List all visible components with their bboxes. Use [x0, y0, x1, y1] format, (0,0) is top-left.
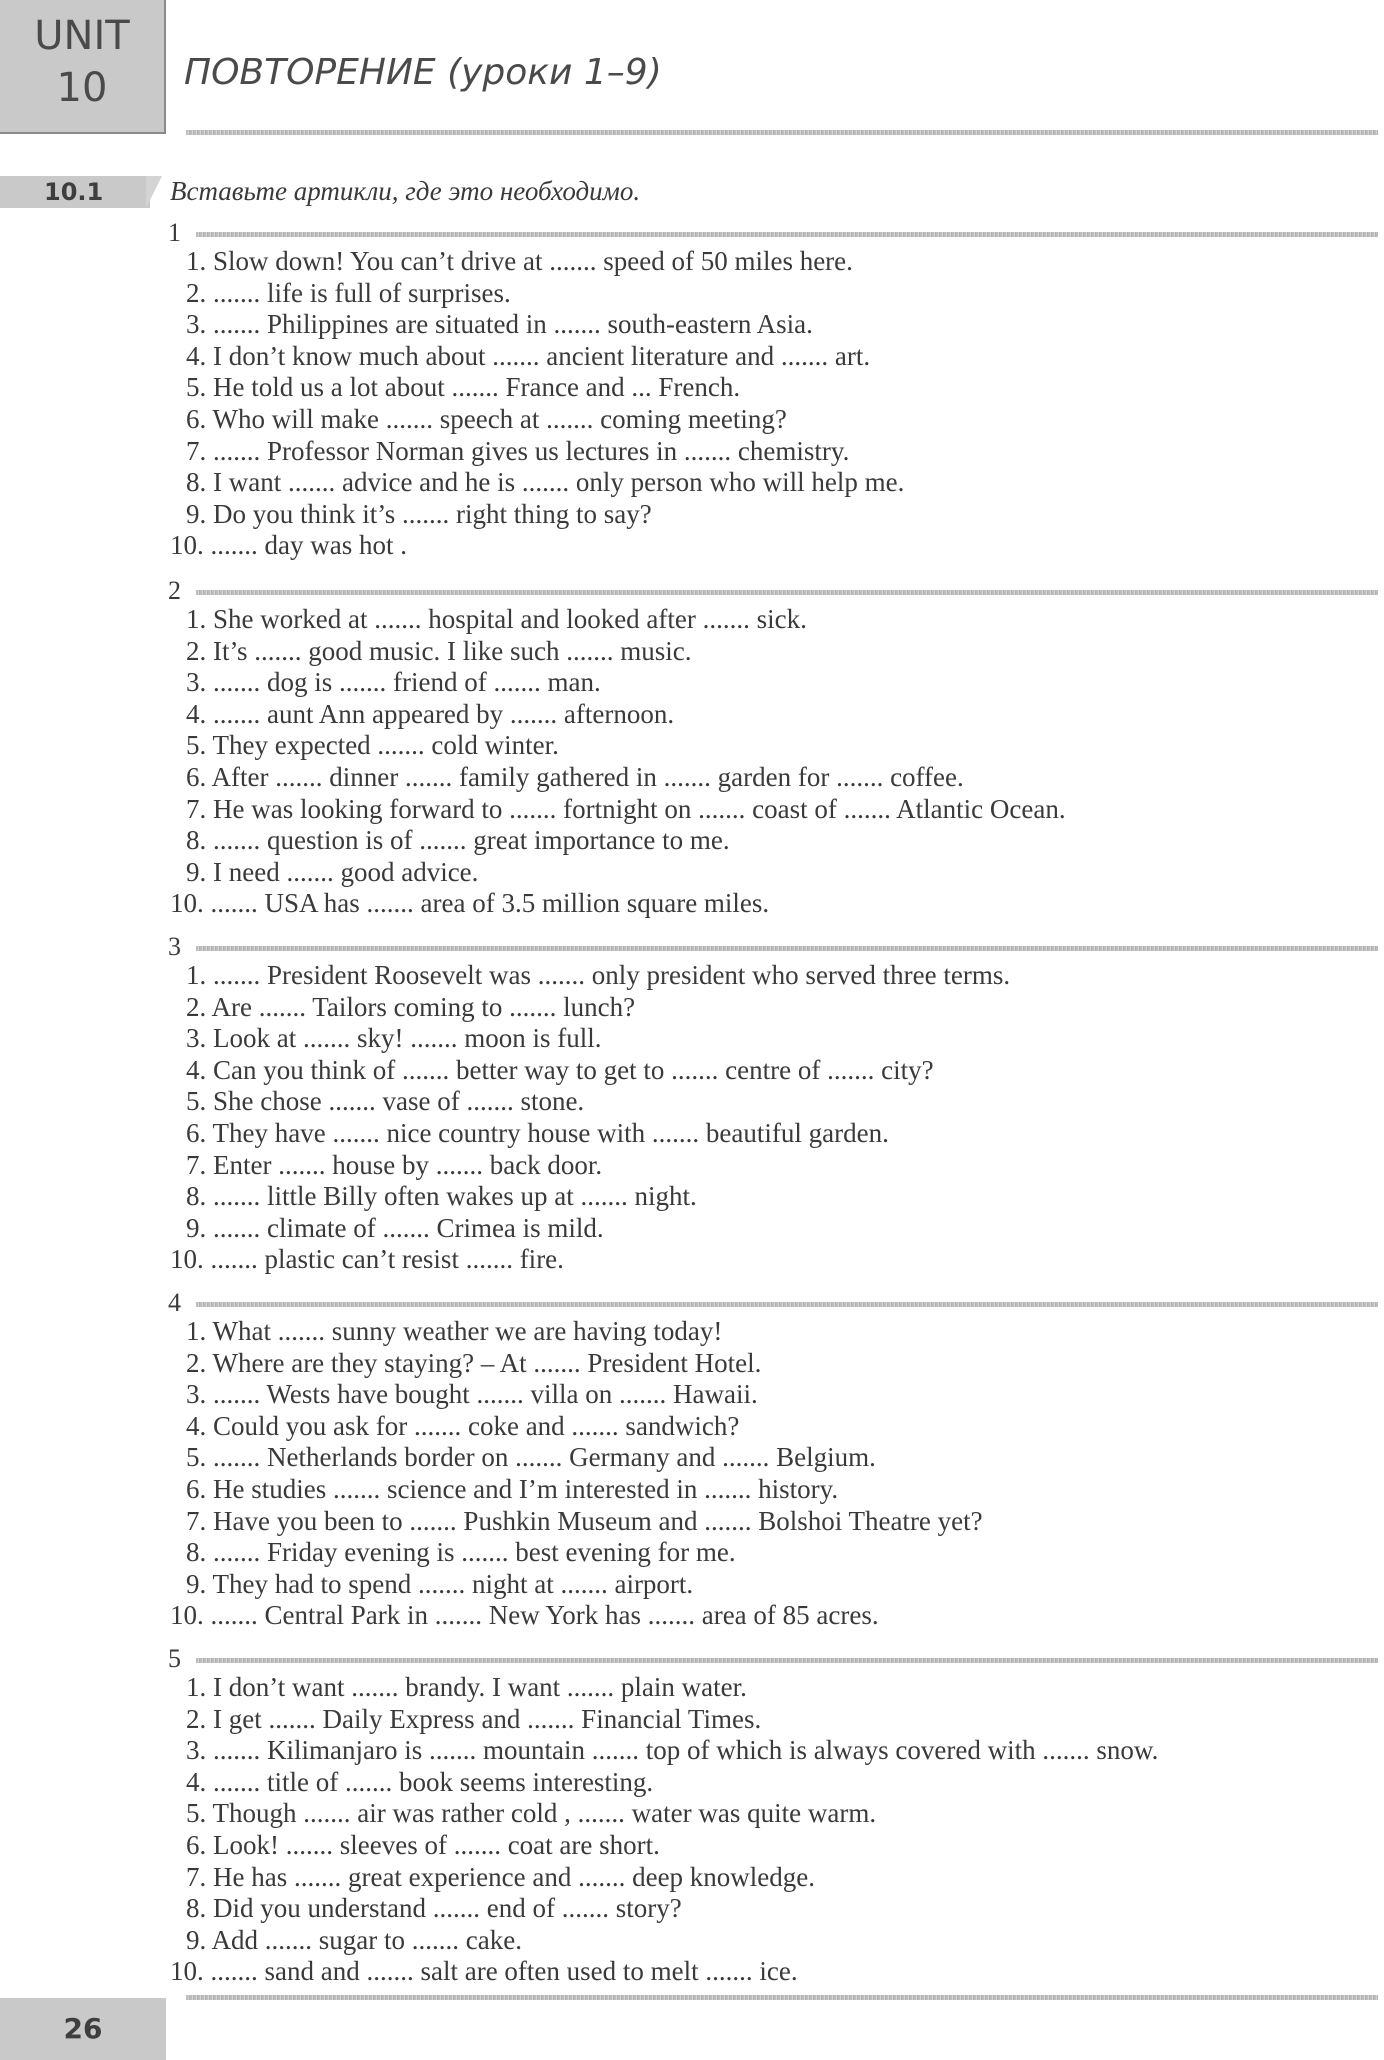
exercise-item: 9. ....... climate of ....... Crimea is mild.: [186, 1212, 604, 1243]
exercise-item: 2. It’s ....... good music. I like such ....... music.: [186, 635, 692, 666]
exercise-item: 9. I need ....... good advice.: [186, 856, 479, 887]
exercise-item: 1. I don’t want ....... brandy. I want ....... plain water.: [186, 1672, 747, 1702]
exercise-item: 1. ....... President Roosevelt was ....... only president who served three terms.: [186, 960, 1011, 990]
exercise-item: 3. ....... Wests have bought ....... villa on ....... Hawaii.: [186, 1379, 758, 1410]
exercise-item: 3. Look at ....... sky! ....... moon is full.: [186, 1023, 602, 1054]
exercise-item: 4. I don’t know much about ....... ancient literature and ....... art.: [186, 340, 871, 371]
exercise-item: 4. Can you think of ....... better way to get to ....... centre of ....... city?: [186, 1054, 934, 1085]
exercise-item: 10. ....... USA has ....... area of 3.5 million square miles.: [170, 888, 770, 919]
bottom-divider: [186, 1995, 1378, 2000]
exercise-item: 3. ....... dog is ....... friend of ....... man.: [186, 667, 601, 698]
title-divider: [186, 130, 1378, 135]
exercise-item: 1. Slow down! You can’t drive at ....... speed of 50 miles here.: [186, 246, 853, 276]
page-number-badge: [0, 1998, 166, 2060]
unit-number: 10: [56, 65, 108, 111]
exercise-item: 5. They expected ....... cold winter.: [186, 730, 559, 761]
exercise-item: 7. Enter ....... house by ....... back door.: [186, 1149, 603, 1180]
exercise-item: 4. ....... title of ....... book seems interesting.: [186, 1766, 654, 1797]
exercise-item: 5. She chose ....... vase of ....... stone.: [186, 1086, 585, 1117]
exercise-item: 5. ....... Netherlands border on ....... Germany and ....... Belgium.: [186, 1442, 876, 1473]
exercise-item: 6. They have ....... nice country house with ....... beautiful garden.: [186, 1118, 889, 1148]
exercise-item: 4. ....... aunt Ann appeared by ....... afternoon.: [186, 698, 675, 729]
exercise-item: 5. He told us a lot about ....... France and ... French.: [186, 372, 741, 403]
section-number: 1: [168, 218, 181, 247]
exercise-instruction: Вставьте артикли, где это необходимо.: [170, 176, 641, 206]
exercise-item: 9. They had to spend ....... night at ....... airport.: [186, 1568, 694, 1599]
section-divider: [196, 1302, 1378, 1307]
section-number: 5: [168, 1644, 181, 1673]
exercise-item: 7. He was looking forward to ....... fortnight on ....... coast of ....... Atlantic Ocean.: [186, 793, 1066, 824]
exercise-item: 5. Though ....... air was rather cold , ....... water was quite warm.: [186, 1798, 877, 1829]
exercise-item: 1. What ....... sunny weather we are having today!: [186, 1316, 723, 1346]
exercise-item: 6. Look! ....... sleeves of ....... coat are short.: [186, 1830, 660, 1860]
exercise-item: 9. Do you think it’s ....... right thing to say?: [186, 498, 652, 529]
unit-badge: [0, 0, 166, 134]
exercise-item: 7. Have you been to ....... Pushkin Museum and ....... Bolshoi Theatre yet?: [186, 1505, 983, 1536]
section-number: 3: [168, 932, 181, 961]
section-divider: [196, 946, 1378, 951]
exercise-item: 6. After ....... dinner ....... family gathered in ....... garden for ....... coffee.: [186, 762, 964, 792]
exercise-item: 3. ....... Philippines are situated in ....... south-eastern Asia.: [186, 309, 813, 340]
section-divider: [196, 1658, 1378, 1663]
exercise-item: 6. Who will make ....... speech at ....... coming meeting?: [186, 404, 787, 434]
exercise-number: 10.1: [44, 178, 104, 206]
page-title: ПОВТОРЕНИЕ (уроки 1–9): [184, 52, 662, 93]
exercise-item: 2. I get ....... Daily Express and ....... Financial Times.: [186, 1703, 762, 1734]
exercise-number-badge: [0, 176, 150, 208]
section-divider: [196, 590, 1378, 595]
exercise-item: 9. Add ....... sugar to ....... cake.: [186, 1924, 522, 1955]
exercise-item: 7. He has ....... great experience and ....... deep knowledge.: [186, 1861, 816, 1892]
exercise-item: 8. ....... Friday evening is ....... best evening for me.: [186, 1537, 736, 1568]
exercise-item: 2. ....... life is full of surprises.: [186, 277, 511, 308]
exercise-item: 10. ....... plastic can’t resist ....... fire.: [170, 1244, 564, 1275]
section-number: 4: [168, 1288, 181, 1317]
exercise-item: 8. I want ....... advice and he is ....... only person who will help me.: [186, 467, 905, 498]
exercise-item: 8. Did you understand ....... end of ....... story?: [186, 1893, 682, 1924]
exercise-item: 6. He studies ....... science and I’m interested in ....... history.: [186, 1474, 839, 1504]
exercise-item: 8. ....... question is of ....... great importance to me.: [186, 825, 730, 856]
exercise-item: 10. ....... day was hot .: [170, 530, 407, 561]
exercise-item: 10. ....... Central Park in ....... New York has ....... area of 85 acres.: [170, 1600, 879, 1631]
exercise-item: 10. ....... sand and ....... salt are often used to melt ....... ice.: [170, 1956, 798, 1987]
exercise-item: 3. ....... Kilimanjaro is ....... mountain ....... top of which is always covered with ....... snow.: [186, 1735, 1159, 1766]
section-number: 2: [168, 576, 181, 605]
section-divider: [196, 232, 1378, 237]
badge-slash-decoration: [146, 176, 162, 208]
exercise-item: 2. Where are they staying? – At ....... President Hotel.: [186, 1347, 762, 1378]
exercise-item: 7. ....... Professor Norman gives us lectures in ....... chemistry.: [186, 435, 850, 466]
exercise-item: 2. Are ....... Tailors coming to ....... lunch?: [186, 991, 636, 1022]
exercise-item: 8. ....... little Billy often wakes up at ....... night.: [186, 1181, 697, 1212]
exercise-item: 4. Could you ask for ....... coke and ....... sandwich?: [186, 1410, 740, 1441]
unit-label: UNIT: [34, 13, 130, 59]
page-number: 26: [63, 2012, 103, 2045]
exercise-item: 1. She worked at ....... hospital and looked after ....... sick.: [186, 604, 807, 634]
